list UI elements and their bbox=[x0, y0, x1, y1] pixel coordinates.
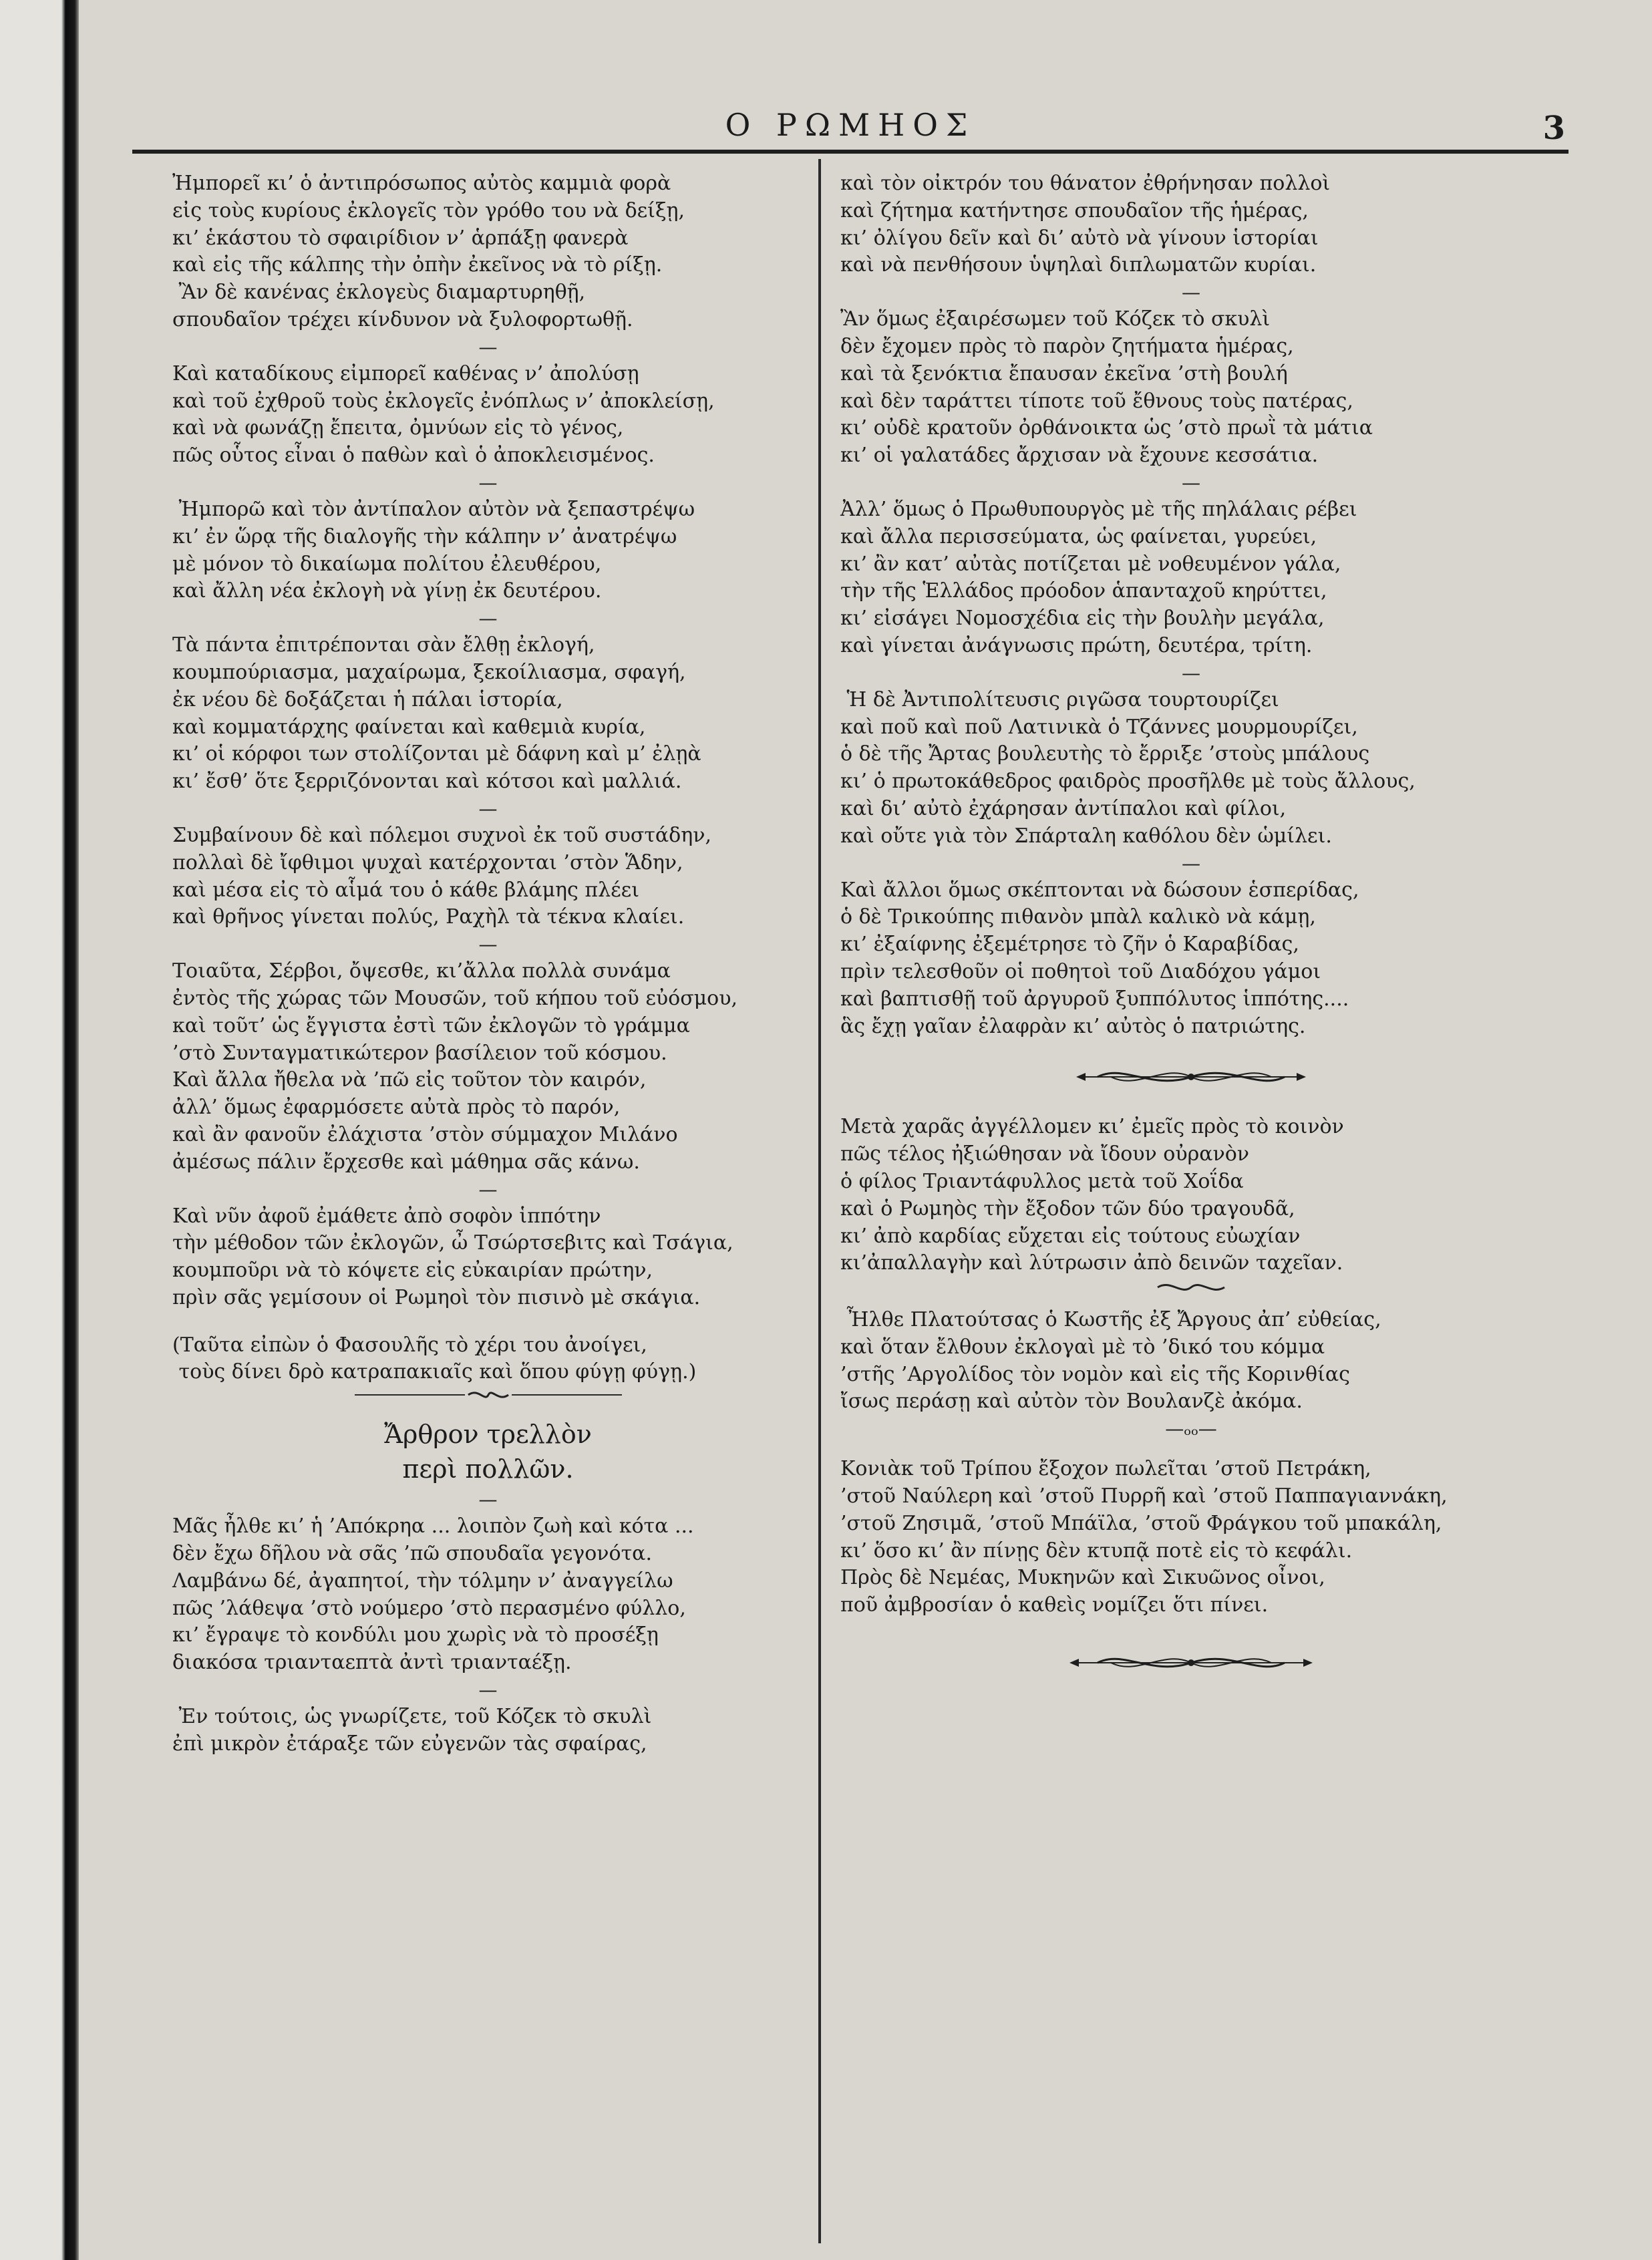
book-spine bbox=[0, 0, 79, 2260]
stanza-separator: — bbox=[478, 471, 498, 494]
stanza: Ἡ δὲ Ἀντιπολίτευσις ριγῶσα τουρτουρίζει καὶ ποῦ καὶ ποῦ Λατινικὰ ὁ Τζάννες μουρμουρίζει, ὁ δὲ τῆς Ἄρτας βουλευτὴς τὸ ἔρριξε ’στοὺς μπάλους κι’ ὁ πρωτοκάθεδρος φαιδρὸς προσῆλθε μὲ τοὺς ἄλλους, καὶ δι’ αὐτὸ ἐχάρησαν ἀντίπαλοι καὶ φίλοι, καὶ οὔτε γιὰ τὸν Σπάρταλη καθόλου δὲν ὡμίλει. bbox=[840, 687, 1416, 848]
stanza: Ἂν ὅμως ἐξαιρέσωμεν τοῦ Κόζεκ τὸ σκυλὶ δὲν ἔχομεν πρὸς τὸ παρὸν ζητήματα ἡμέρας, καὶ τὰ ξενόκτια ἔπαυσαν ἐκεῖνα ’στὴ βουλή καὶ δὲν ταράττει τίποτε τοῦ ἔθνους τοὺς πατέρας, κι’ οὐδὲ κρατοῦν ὀρθάνοικτα ὡς ’στὸ πρωῒ τὰ μάτια κι’ οἱ γαλατάδες ἄρχισαν νὰ ἔχουνε κεσσάτια. bbox=[840, 307, 1373, 468]
stanza-separator: — bbox=[1182, 852, 1200, 874]
small-ornament bbox=[1151, 1277, 1231, 1297]
stanza-separator: — bbox=[478, 335, 498, 358]
newspaper-page bbox=[79, 0, 1652, 2260]
stanza: Τοιαῦτα, Σέρβοι, ὄψεσθε, κι’ἄλλα πολλὰ συνάμα ἐντὸς τῆς χώρας τῶν Μουσῶν, τοῦ κήπου τοῦ εὐόσμου, καὶ τοῦτ’ ὡς ἔγγιστα ἐστὶ τῶν ἐκλογῶν τὸ γράμμα ’στὸ Συνταγματικώτερον βασίλειον τοῦ κόσμου. Καὶ ἄλλα ἤθελα νὰ ’πῶ εἰς τοῦτον τὸν καιρόν, ἀλλ’ ὅμως ἐφαρμόσετε αὐτὰ πρὸς τὸ παρόν, καὶ ἂν φανοῦν ἐλάχιστα ’στὸν σύμμαχον Μιλάνο ἀμέσως πάλιν ἔρχεσθε καὶ μάθημα σᾶς κάνω. bbox=[172, 959, 738, 1174]
stanza-separator: — bbox=[478, 797, 498, 820]
stanza-separator: — bbox=[1182, 661, 1200, 684]
article-title: Ἄρθρον τρελλὸν περὶ πολλῶν. bbox=[384, 1420, 592, 1484]
stanza-separator: — bbox=[478, 607, 498, 630]
announcement: Μετὰ χαρᾶς ἀγγέλλομεν κι’ ἐμεῖς πρὸς τὸ κοινὸν πῶς τέλος ἠξιώθησαν νὰ ἴδουν οὐρανὸν ὁ φίλος Τριαντάφυλλος μετὰ τοῦ Χοΐδα καὶ ὁ Ρωμηὸς τὴν ἔξοδον τῶν δύο τραγουδᾶ, κι’ ἀπὸ καρδίας εὔχεται εἰς τούτους εὐωχίαν κι’ἀπαλλαγὴν καὶ λύτρωσιν ἀπὸ δεινῶν ταχεῖαν. bbox=[840, 1115, 1344, 1275]
stanza: Καὶ νῦν ἀφοῦ ἐμάθετε ἀπὸ σοφὸν ἱππότην τὴν μέθοδον τῶν ἐκλογῶν, ὦ Τσώρτσεβιτς καὶ Τσάγια, κουμποῦρι νὰ τὸ κόψετε εἰς εὐκαιρίαν πρώτην, πρὶν σᾶς γεμίσουν οἱ Ρωμηοὶ τὸν πισινὸ μὲ σκάγια. bbox=[172, 1204, 733, 1309]
stanza-separator: — bbox=[478, 1488, 498, 1511]
stanza: Ἀλλ’ ὅμως ὁ Πρωθυπουργὸς μὲ τῆς πηλάλαις ρέβει καὶ ἄλλα περισσεύματα, ὡς φαίνεται, γυρεύει, κι’ ἂν κατ’ αὐτὰς ποτίζεται μὲ νοθευμένον γάλα, τὴν τῆς Ἑλλάδος πρόοδον ἁπανταχοῦ κηρύττει, κι’ εἰσάγει Νομοσχέδια εἰς τὴν βουλὴν μεγάλα, καὶ γίνεται ἀνάγνωσις πρώτη, δευτέρα, τρίτη. bbox=[840, 497, 1357, 657]
decorative-ornament bbox=[1071, 1060, 1311, 1094]
announcement: Ἦλθε Πλατούτσας ὁ Κωστῆς ἐξ Ἄργους ἀπ’ εὐθείας, καὶ ὅταν ἔλθουν ἐκλογαὶ μὲ τὸ ’δικό του κόμμα ’στῆς ’Αργολίδος τὸν νομὸν καὶ εἰς τῆς Κορινθίας ἴσως περάσῃ καὶ αὐτὸν τὸν Βουλανζὲ ἀκόμα. bbox=[840, 1308, 1381, 1414]
masthead: Ο ΡΩΜΗΟΣ bbox=[725, 107, 976, 143]
stanza: καὶ τὸν οἰκτρόν του θάνατον ἐθρήνησαν πολλοὶ καὶ ζήτημα κατήντησε σπουδαῖον τῆς ἡμέρας, κι’ ὀλίγου δεῖν καὶ δι’ αὐτὸ νὰ γίνουν ἱστορίαι καὶ νὰ πενθήσουν ὑψηλαὶ διπλωματῶν κυρίαι. bbox=[840, 172, 1331, 277]
small-ornament bbox=[348, 1386, 629, 1404]
stanza-separator: — bbox=[1182, 471, 1200, 494]
stanza: Ἠμπορῶ καὶ τὸν ἀντίπαλον αὐτὸν νὰ ξεπαστρέψω κι’ ἐν ὥρᾳ τῆς διαλογῆς τὴν κάλπην ν’ ἀνατρέψω μὲ μόνον τὸ δικαίωμα πολίτου ἐλευθέρου, καὶ ἄλλη νέα ἐκλογὴ νὰ γίνῃ ἐκ δευτέρου. bbox=[172, 497, 695, 603]
page-number: 3 bbox=[1542, 110, 1565, 147]
stanza: Συμβαίνουν δὲ καὶ πόλεμοι συχνοὶ ἐκ τοῦ συστάδην, πολλαὶ δὲ ἴφθιμοι ψυχαὶ κατέρχονται ’στὸν Ἅδην, καὶ μέσα εἰς τὸ αἷμά του ὁ κάθε βλάμης πλέει καὶ θρῆνος γίνεται πολύς, Ραχὴλ τὰ τέκνα κλαίει. bbox=[172, 823, 711, 929]
stanza: Καὶ ἄλλοι ὅμως σκέπτονται νὰ δώσουν ἑσπερίδας, ὁ δὲ Τρικούπης πιθανὸν μπὰλ καλικὸ νὰ κάμῃ, κι’ ἐξαίφνης ἐξεμέτρησε τὸ ζῆν ὁ Καραβίδας, πρὶν τελεσθοῦν οἱ ποθητοὶ τοῦ Διαδόχου γάμοι καὶ βαπτισθῇ τοῦ ἀργυροῦ ξυππόλυτος ἱππότης.... ἃς ἔχῃ γαῖαν ἐλαφρὰν κι’ αὐτὸς ὁ πατριώτης. bbox=[840, 878, 1359, 1038]
stanza: Ἠμπορεῖ κι’ ὁ ἀντιπρόσωπος αὐτὸς καμμιὰ φορὰ εἰς τοὺς κυρίους ἐκλογεῖς τὸν γρόθο του νὰ δείξῃ, κι’ ἑκάστου τὸ σφαιρίδιον ν’ ἁρπάξῃ φανερὰ καὶ εἰς τῆς κάλπης τὴν ὀπὴν ἐκεῖνος νὰ τὸ ρίξῃ. Ἂν δὲ κανένας ἐκλογεὺς διαμαρτυρηθῇ, σπουδαῖον τρέχει κίνδυνον νὰ ξυλοφορτωθῇ. bbox=[172, 172, 685, 331]
page-header bbox=[132, 100, 1568, 154]
stanza-separator: — bbox=[478, 1679, 498, 1702]
announcement: Κονιὰκ τοῦ Τρίπου ἔξοχον πωλεῖται ’στοῦ Πετράκη, ’στοῦ Ναύλερη καὶ ’στοῦ Πυρρῆ καὶ ’στοῦ Παππαγιαννάκη, ’στοῦ Ζησιμᾶ, ’στοῦ Μπάϊλα, ’στοῦ Φράγκου τοῦ μπακάλη, κι’ ὅσο κι’ ἂν πίνῃς δὲν κτυπᾷ ποτὲ εἰς τὸ κεφάλι. Πρὸς δὲ Νεμέας, Μυκηνῶν καὶ Σικυῶνος οἶνοι, ποῦ ἀμβροσίαν ὁ καθεὶς νομίζει ὅτι πίνει. bbox=[840, 1457, 1448, 1617]
stanza-separator: — bbox=[478, 1178, 498, 1200]
stanza-separator: — bbox=[478, 933, 498, 956]
stanza: Ἐν τούτοις, ὡς γνωρίζετε, τοῦ Κόζεκ τὸ σκυλὶ ἐπὶ μικρὸν ἐτάραξε τῶν εὐγενῶν τὰς σφαίρας, bbox=[172, 1705, 652, 1756]
stanza: Τὰ πάντα ἐπιτρέπονται σὰν ἔλθῃ ἐκλογή, κουμπούριασμα, μαχαίρωμα, ξεκοίλιασμα, σφαγή, ἐκ νέου δὲ δοξάζεται ἡ πάλαι ἱστορία, καὶ κομματάρχης φαίνεται καὶ καθεμιὰ κυρία, κι’ οἱ κόρφοι των στολίζονται μὲ δάφνη καὶ μ’ ἐλῃὰ κι’ ἔσθ’ ὅτε ξερριζόνονται καὶ κότσοι καὶ μαλλιά. bbox=[172, 633, 701, 794]
right-column bbox=[840, 170, 1542, 1679]
header-rule bbox=[132, 150, 1568, 154]
decorative-ornament bbox=[1064, 1646, 1318, 1679]
closing-note: (Ταῦτα εἰπὼν ὁ Φασουλῆς τὸ χέρι του ἀνοίγει, τοὺς δίνει δρὸ κατραπακιαῖς καὶ ὅπου φύγῃ φύγῃ.) bbox=[172, 1333, 697, 1384]
stanza-separator: —ₒₒ— bbox=[1165, 1418, 1217, 1440]
stanza: Μᾶς ἦλθε κι’ ἡ ’Απόκρηα ... λοιπὸν ζωὴ καὶ κότα ... δὲν ἔχω δῆλου νὰ σᾶς ’πῶ σπουδαῖα γεγονότα. Λαμβάνω δέ, ἀγαπητοί, τὴν τόλμην ν’ ἀναγγείλω πῶς ’λάθεψα ’στὸ νούμερο ’στὸ περασμένο φύλλο, κι’ ἔγραψε τὸ κονδύλι μου χωρὶς νὰ τὸ προσέξῃ διακόσα τριανταεπτὰ ἀντὶ τριανταέξῃ. bbox=[172, 1514, 694, 1675]
stanza: Καὶ καταδίκους εἰμπορεῖ καθένας ν’ ἀπολύσῃ καὶ τοῦ ἐχθροῦ τοὺς ἐκλογεῖς ἐνόπλως ν’ ἀποκλείσῃ, καὶ νὰ φωνάζῃ ἔπειτα, ὀμνύων εἰς τὸ γένος, πῶς οὗτος εἶναι ὁ παθὼν καὶ ὁ ἀποκλεισμένος. bbox=[172, 361, 715, 468]
stanza-separator: — bbox=[1182, 281, 1200, 304]
column-divider bbox=[818, 159, 821, 2243]
left-column bbox=[172, 170, 804, 1758]
